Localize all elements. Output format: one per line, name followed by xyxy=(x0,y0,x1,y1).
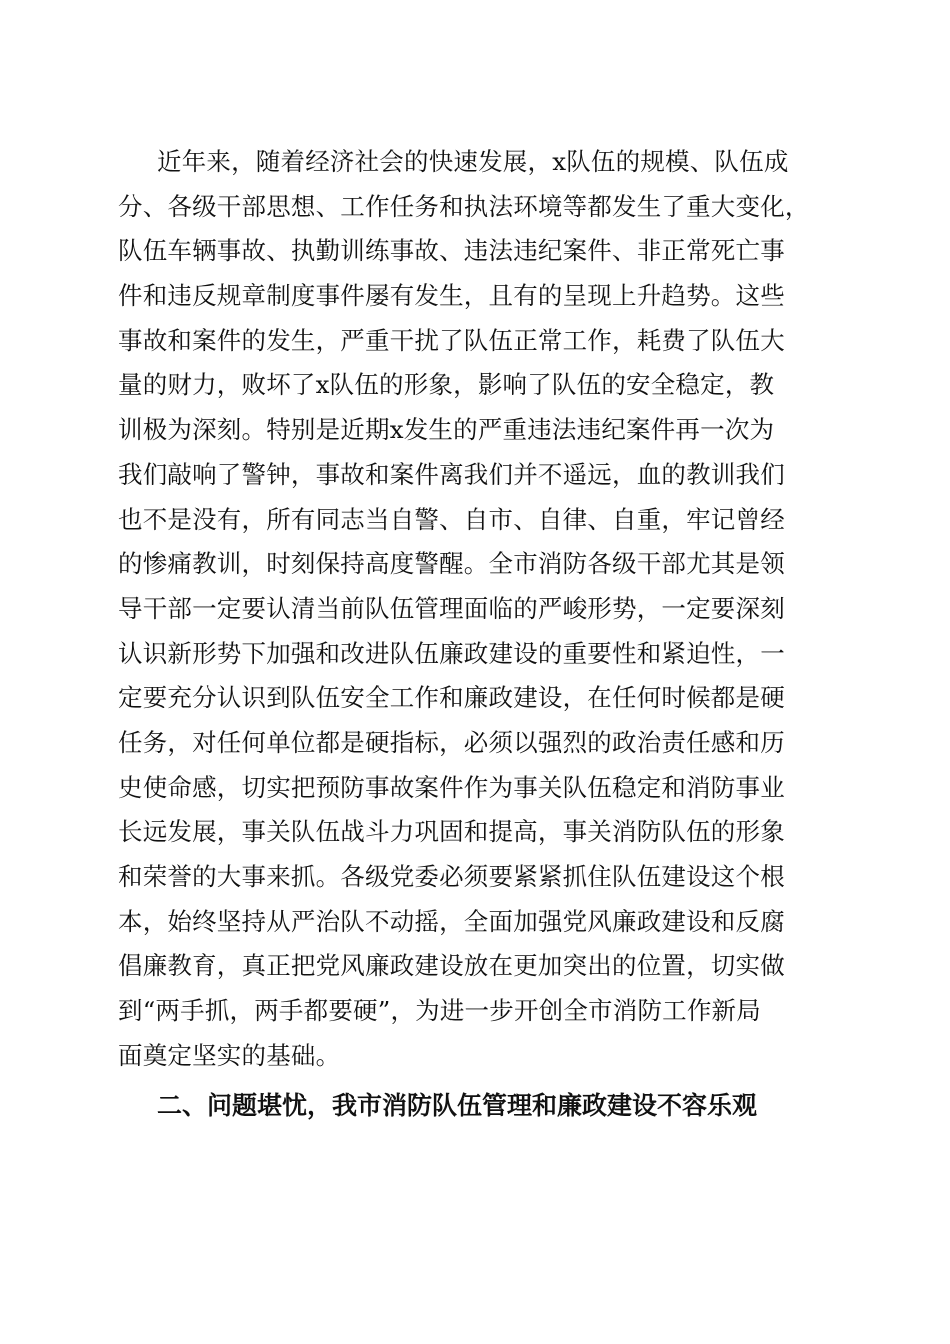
paragraph-line: 事故和案件的发生，严重干扰了队伍正常工作，耗费了队伍大 xyxy=(118,325,785,355)
section-heading: 二、问题堪忧，我市消防队伍管理和廉政建设不容乐观 xyxy=(157,1091,758,1120)
paragraph-line: 也不是没有，所有同志当自警、自市、自律、自重，牢记曾经 xyxy=(118,504,785,534)
paragraph-line: 长远发展，事关队伍战斗力巩固和提高，事关消防队伍的形象 xyxy=(118,817,785,847)
paragraph-line: 面奠定坚实的基础。 xyxy=(118,1040,341,1070)
paragraph-line: 近年来，随着经济社会的快速发展，x队伍的规模、队伍成 xyxy=(157,147,789,176)
paragraph-line: 史使命感，切实把预防事故案件作为事关队伍稳定和消防事业 xyxy=(118,772,785,802)
paragraph-line: 和荣誉的大事来抓。各级党委必须要紧紧抓住队伍建设这个根 xyxy=(118,862,785,891)
paragraph-line: 我们敲响了警钟，事故和案件离我们并不遥远，血的教训我们 xyxy=(118,459,785,489)
paragraph-line: 到“两手抓，两手都要硬”，为进一步开创全市消防工作新局 xyxy=(118,996,761,1026)
paragraph-line: 训极为深刻。特别是近期x发生的严重违法违纪案件再一次为 xyxy=(118,415,775,445)
paragraph-line: 分、各级干部思想、工作任务和执法环境等都发生了重大变化， xyxy=(118,191,810,221)
paragraph-line: 导干部一定要认清当前队伍管理面临的严峻形势，一定要深刻 xyxy=(118,593,785,623)
paragraph-line: 任务，对任何单位都是硬指标，必须以强烈的政治责任感和历 xyxy=(118,727,785,757)
paragraph-line: 倡廉教育，真正把党风廉政建设放在更加突出的位置，切实做 xyxy=(118,951,785,981)
paragraph-line: 件和违反规章制度事件屡有发生，且有的呈现上升趋势。这些 xyxy=(118,281,785,311)
paragraph-line: 队伍车辆事故、执勤训练事故、违法违纪案件、非正常死亡事 xyxy=(118,236,785,266)
paragraph-line: 量的财力，败坏了x队伍的形象，影响了队伍的安全稳定，教 xyxy=(118,370,775,400)
paragraph-line: 定要充分认识到队伍安全工作和廉政建设，在任何时候都是硬 xyxy=(118,683,785,713)
paragraph-line: 认识新形势下加强和改进队伍廉政建设的重要性和紧迫性，一 xyxy=(118,638,785,668)
paragraph-line: 的惨痛教训，时刻保持高度警醒。全市消防各级干部尤其是领 xyxy=(118,549,785,579)
body-paragraph xyxy=(118,140,838,1078)
paragraph-line: 本，始终坚持从严治队不动摇，全面加强党风廉政建设和反腐 xyxy=(118,906,785,936)
